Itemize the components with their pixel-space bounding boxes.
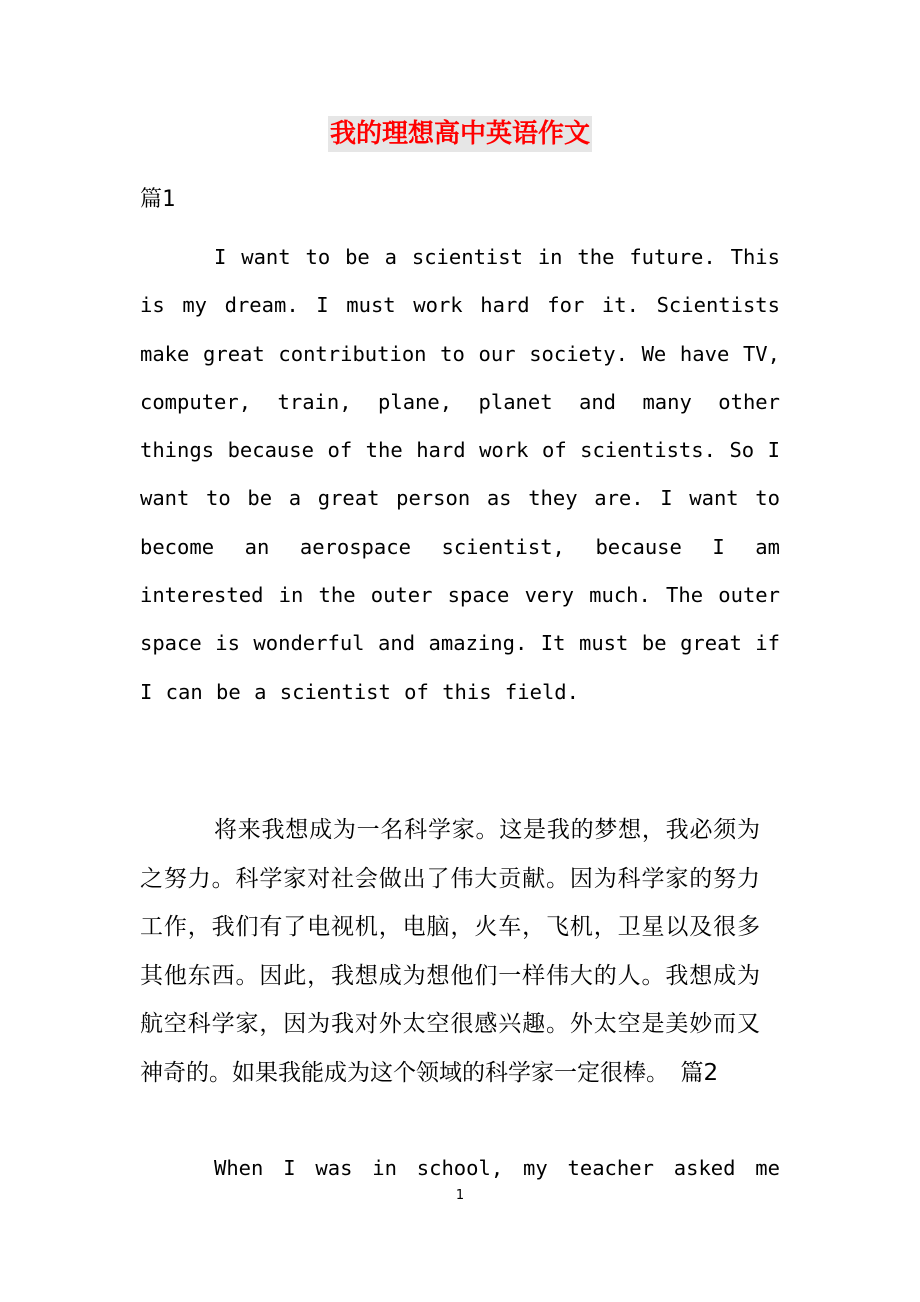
page-number: 1 [455,1188,465,1203]
english-paragraph-2: When I was in school, my teacher asked me [214,1156,780,1180]
english-paragraph-1: I want to be a scientist in the future. This is my dream. I must work hard for it. Scientists make great contribution to our society. We have TV, computer, train, plane, planet and many other things because of the hard work of scientists. So I want to be a great person as they are. I want to become an aerospace scientist, because I am interested in the outer space very much. The outer space is wonderful and amazing. It must be great if I can be a scientist of this field. [140,245,780,704]
section-2-label: 篇2 [680,1059,719,1086]
section-1-label: 篇1 [140,187,176,212]
chinese-paragraph-1-text: 将来我想成为一名科学家。这是我的梦想，我必须为之努力。科学家对社会做出了伟大贡献。因为科学家的努力工作，我们有了电视机，电脑，火车，飞机，卫星以及很多其他东西。因此，我想成为想他们一样伟大的人。我想成为航空科学家，因为我对外太空很感兴趣。外太空是美妙而又神奇的。如果我能成为这个领域的科学家一定很棒。 [140,817,760,1086]
chinese-paragraph-1 [140,806,760,1098]
document-title: 我的理想高中英语作文 [328,116,592,152]
title-container [0,116,920,152]
